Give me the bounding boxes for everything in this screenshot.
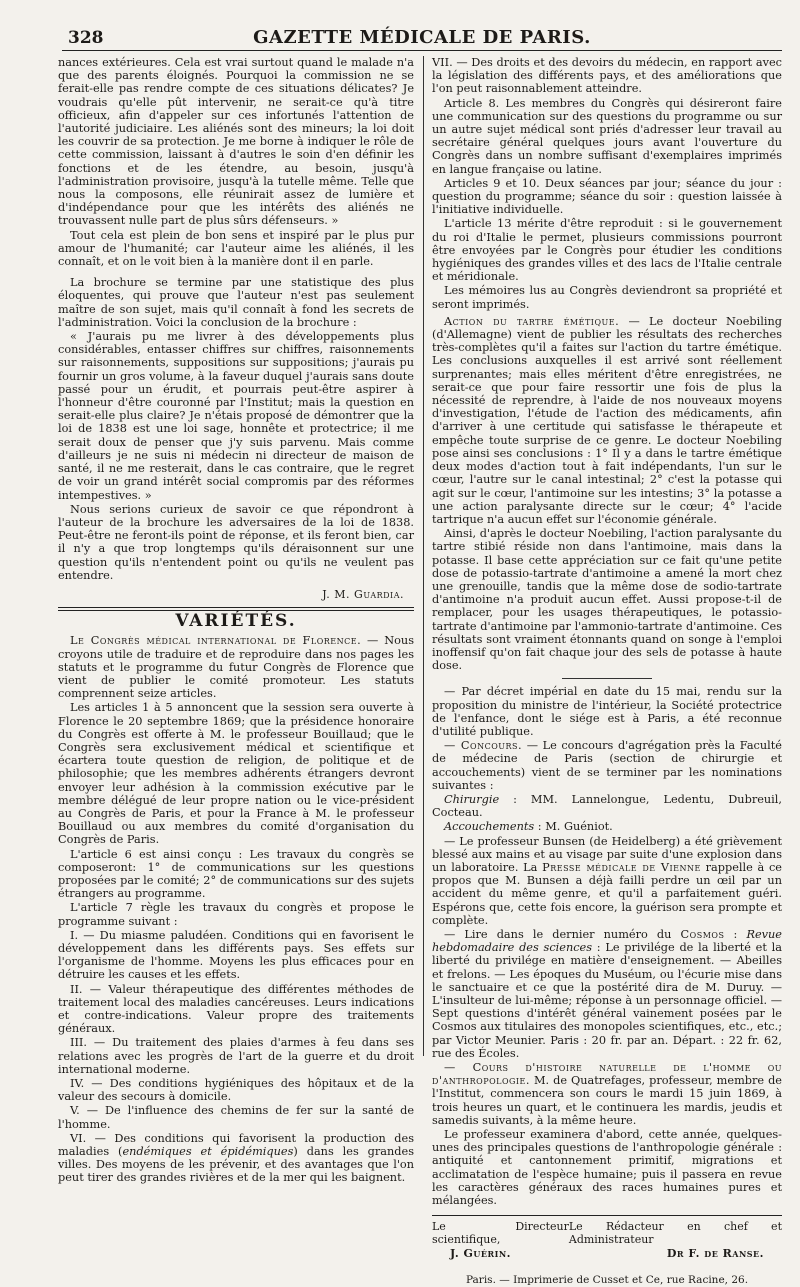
program-item: I. — Du miasme paludéen. Conditions qui en favorisent le développement dans les différents pays. Ses effets sur l'organisme de l'homme. Moyens les plus efficaces pour en détruire les causes et les effets. xyxy=(58,928,414,982)
nomination-label: Accouchements xyxy=(444,820,535,834)
paragraph: Article 8. Les membres du Congrès qui désireront faire une communication sur des questions du programme ou sur un autre sujet médical sont priés d'adresser leur travail au secrétaire général quelques jours avant l'ouverture du Congrès dans un nombre suffisant d'exemplaires imprimés en langue française ou latine. xyxy=(432,96,782,176)
paragraph: L'article 7 règle les travaux du congrès et propose le programme suivant : xyxy=(58,901,414,928)
page-header xyxy=(62,24,782,51)
item-heading: — Cours d'histoire naturelle de l'homme ou d'anthropologie. xyxy=(432,1061,782,1088)
left-column xyxy=(58,56,414,1185)
program-item: II. — Valeur thérapeutique des différentes méthodes de traitement local des maladies cancéreuses. Leurs indications et contre-indications. Valeur propre des traitements généraux. xyxy=(58,982,414,1036)
item-text: — Nous croyons utile de traduire et de reproduire dans nos pages les statuts et le programme du futur Congrès de Florence que vient de publier le comité promoteur. Les statuts comprennent seize articles. xyxy=(58,634,414,701)
footer-roles xyxy=(432,1220,782,1246)
item-italic: endémiques et épidémiques xyxy=(122,1145,294,1159)
paragraph: — Par décret impérial en date du 15 mai, rendu sur la proposition du ministre de l'intérieur, la Société protectrice de l'enfance, dont le siége est à Paris, a été reconnue d'utilité publique. xyxy=(432,685,782,738)
item-text: ) dans les grandes villes. Des moyens de les prévenir, et des avantages que l'on peut tirer des grandes rivières et de la mer qui les baignent. xyxy=(58,1145,414,1185)
paragraph xyxy=(432,1061,782,1127)
paragraph: Tout cela est plein de bon sens et inspiré par le plus pur amour de l'humanité; car l'auteur aime les aliénés, il les connaît, et on le voit bien à la manière dont il en parle. xyxy=(58,228,414,269)
item-text: — Le concours d'agrégation près la Faculté de médecine de Paris (section de chirurgie et accouchements) vient de se terminer par les nominations suivantes : xyxy=(432,739,782,792)
paragraph: Les mémoires lus au Congrès deviendront sa propriété et seront imprimés. xyxy=(432,284,782,311)
paragraph: Articles 9 et 10. Deux séances par jour; séance du jour : question du programme; séance du soir : question laissée à l'initiative individuelle. xyxy=(432,176,782,217)
footer-left-name: J. Guérin. xyxy=(450,1246,512,1260)
item-text: — Le professeur Bunsen (de Heidelberg) a été grièvement blessé aux mains et au visage par suite d'une explosion dans un laboratoire. La xyxy=(432,834,782,874)
paragraph: L'article 6 est ainsi conçu : Les travaux du congrès se composeront: 1° de communications sur les questions proposées par le comité; 2° de communications sur des sujets étrangers au programme. xyxy=(58,847,414,901)
paragraph: nances extérieures. Cela est vrai surtout quand le malade n'a que des parents éloignés. Pourquoi la commission ne se ferait-elle pas rendre compte de ces situations délicates? Je voudrais qu'elle pût intervenir, ne serait-ce qu'à titre officieux, afin d'appeler sur ces infortunés l'attention de l'autorité judiciaire. Les aliénés sont des mineurs; la loi doit les couvrir de sa protection. Je me borne à indiquer le rôle de cette commission, laissant à d'autres le soin d'en définir les fonctions et de les étendre, au besoin, jusqu'à l'administration provisoire, jusqu'à la tutelle même. Telle que nous la composons, elle réunirait assez de lumière et d'indépendance pour que les intérêts des aliénés ne trouvassent nulle part de plus sûrs défenseurs. » xyxy=(58,56,414,228)
section-title: VARIÉTÉS. xyxy=(175,611,297,632)
item-text: — Le docteur Noebiling (d'Allemagne) vient de publier les résultats des recherches très-complètes qu'il a faites sur l'action du tartre émétique. Les conclusions auxquelles il est arrivé sont réellement surprenantes; mais elles méritent d'être enregistrées, ne serait-ce que pour faire ressortir une fois de plus la nécessité de reprendre, à l'aide de nos nouveaux moyens d'investigation, l'étude de l'action des médicaments, afin d'arriver à une certitude qui satisfasse le thérapeute et empêche toute surprise de ce genre. Le docteur Noebiling pose ainsi ses conclusions : 1° Il y a dans le tartre émétique deux modes d'action tout à fait indépendants, l'un sur le cœur, l'autre sur le canal intestinal; 2° c'est la potasse qui agit sur le cœur, l'antimoine sur les intestins; 3° la potasse a une action paralysante directe sur le cœur; 4° l'acide tartrique n'a aucun effet sur l'économie générale. xyxy=(432,314,782,526)
column-divider xyxy=(423,56,424,1056)
journal-subtitle: Revue hebdomadaire des sciences xyxy=(432,928,782,955)
paragraph xyxy=(432,928,782,1060)
item-text: : xyxy=(724,928,747,941)
short-rule xyxy=(562,678,652,679)
paragraph: Nous serions curieux de savoir ce que répondront à l'auteur de la brochure les adversaires de la loi de 1838. Peut-être ne feront-ils point de réponse, et ils feront bien, car il n'y a que trop longtemps qu'ils déraisonnent sur une question qu'ils n'entendent point ou qu'ils ne veulent pas entendre. xyxy=(58,502,414,582)
footer-rule xyxy=(432,1215,782,1216)
paragraph xyxy=(58,634,414,700)
paragraph: Le professeur examinera d'abord, cette année, quelques-unes des principales questions de l'anthropologie générale : antiquité et cantonnement primitif, migrations et acclimatation de l'espèce humaine; puis il passera en revue les caractères généraux des races humaines pures et mélangées. xyxy=(432,1128,782,1208)
journal-name: Cosmos xyxy=(680,928,725,941)
item-heading: Action du tartre émétique. xyxy=(444,314,620,328)
item-text: VI. — Des conditions qui favorisent la production des maladies ( xyxy=(58,1131,414,1159)
paragraph: Les articles 1 à 5 annoncent que la session sera ouverte à Florence le 20 septembre 1869; que la présidence honoraire du Congrès est offerte à M. le professeur Bouillaud; que le Congrès sera exclusivement médical et scientifique et écartera toute question de religion, de politique et de philosophie; que les membres adhérents étrangers devront envoyer leur adhésion à la commission exécutive par le membre délégué de leur propre nation ou le vice-président au Congrès de Paris, et pour la France à M. le professeur Bouillaud ou aux membres du comité d'organisation du Congrès de Paris. xyxy=(58,701,414,847)
item-text: rappelle à ce propos que M. Bunsen a déjà failli perdre un œil par un accident du même genre, et qu'il a parfaitement guéri. Espérons que, cette fois encore, la guérison sera prompte et complète. xyxy=(432,860,782,927)
footer-right-role: Le Rédacteur en chef et Administrateur xyxy=(568,1220,782,1247)
item-text: — Lire dans le dernier numéro du xyxy=(444,928,681,941)
journal-name: Presse médicale de Vienne xyxy=(542,860,701,874)
nomination-label: Chirurgie xyxy=(444,792,500,806)
program-item xyxy=(58,1132,414,1185)
paragraph xyxy=(432,315,782,526)
nomination-value: : M. Guéniot. xyxy=(534,820,613,834)
nomination-line xyxy=(432,820,782,833)
nomination-line xyxy=(432,793,782,819)
article-signature: J. M. Guardia. xyxy=(322,587,404,601)
item-heading: Le Congrès médical international de Florence. xyxy=(70,634,362,648)
nomination-value: : MM. Lannelongue, Ledentu, Dubreuil, Cocteau. xyxy=(432,792,782,820)
paragraph xyxy=(432,739,782,792)
footer-right-name: Dr F. de Ranse. xyxy=(666,1246,764,1260)
program-item: V. — De l'influence des chemins de fer sur la santé de l'homme. xyxy=(58,1104,414,1131)
page-number: 328 xyxy=(68,28,104,48)
program-item: III. — Du traitement des plaies d'armes à feu dans ses relations avec les progrès de l'art de la guerre et du droit international moderne. xyxy=(58,1036,414,1076)
paragraph: Ainsi, d'après le docteur Noebiling, l'action paralysante du tartre stibié réside non dans l'antimoine, mais dans la potasse. Il base cette appréciation sur ce fait qu'une petite dose de potassio-tartrate d'antimoine a amené la mort chez une grenouille, tandis que la même dose de sodio-tartrate d'antimoine n'a produit aucun effet. Aussi propose-t-il de remplacer, pour les usages thérapeutiques, le potassio-tartrate d'antimoine par l'ammonio-tartrate d'antimoine. Ces résultats sont vraiment étonnants quand on songe à l'emploi inoffensif qu'on fait chaque jour des sels de potasse à haute dose. xyxy=(432,527,782,673)
footer-names xyxy=(432,1247,782,1260)
printer-imprint: Paris. — Imprimerie de Cusset et Ce, rue Racine, 26. xyxy=(465,1273,749,1286)
item-heading: — Concours. xyxy=(444,739,523,753)
paragraph: L'article 13 mérite d'être reproduit : si le gouvernement du roi d'Italie le permet, plusieurs commissions pourront être envoyées par le Congrès pour étudier les conditions hygiéniques des grandes villes et des lacs de l'Italie centrale et méridionale. xyxy=(432,217,782,284)
program-item: IV. — Des conditions hygiéniques des hôpitaux et de la valeur des secours à domicile. xyxy=(58,1077,414,1104)
footer-left-role: Le Directeur scientifique, xyxy=(432,1220,569,1247)
item-text: : Le privilége de la liberté et la liberté du privilége en matière d'enseignement. — Abeilles et frelons. — Les époques du Muséum, ou l'écurie mise dans le sanctuaire et ce que la postérité dira de M. Duruy. — L'insulteur de lui-même; réponse à un personnage officiel. — Sept questions d'intérêt général vainement posées par le Cosmos aux titulaires des monopoles scientifiques, etc., etc.; par Victor Meunier. Paris : 20 fr. par an. Départ. : 22 fr. 62, rue des Écoles. xyxy=(432,941,782,1060)
paragraph xyxy=(432,835,782,927)
program-item: VII. — Des droits et des devoirs du médecin, en rapport avec la législation des différents pays, et des améliorations que l'on peut raisonnablement atteindre. xyxy=(432,56,782,96)
paragraph: La brochure se termine par une statistique des plus éloquentes, qui prouve que l'auteur n'est pas seulement maître de son sujet, mais qu'il connaît à fond les secrets de l'administration. Voici la conclusion de la brochure : xyxy=(58,276,414,329)
quote-paragraph: « J'aurais pu me livrer à des développements plus considérables, entasser chiffres sur chiffres, raisonnements sur raisonnements, suppositions sur suppositions; j'aurais pu fournir un gros volume, à la faveur duquel j'aurais sans doute passé pour un érudit, et pourrais peut-être aspirer à l'honneur d'être couronné par l'Institut; mais la question en serait-elle plus claire? Je n'étais proposé de démontrer que la loi de 1838 est une loi sage, honnête et protectrice; il me serait doux de penser que j'y suis parvenu. Mais comme d'ailleurs je ne suis ni médecin ni directeur de maison de santé, il ne me resterait, dans le cas contraire, que le regret de voir un grand intérêt social compromis par des réformes intempestives. » xyxy=(58,330,414,502)
right-column xyxy=(432,56,782,1286)
item-text: M. de Quatrefages, professeur, membre de l'Institut, commencera son cours le mardi 15 juin 1869, à trois heures un quart, et le continuera les mardis, jeudis et samedis suivants, à la même heure. xyxy=(432,1074,782,1127)
running-title: GAZETTE MÉDICALE DE PARIS. xyxy=(253,27,591,48)
